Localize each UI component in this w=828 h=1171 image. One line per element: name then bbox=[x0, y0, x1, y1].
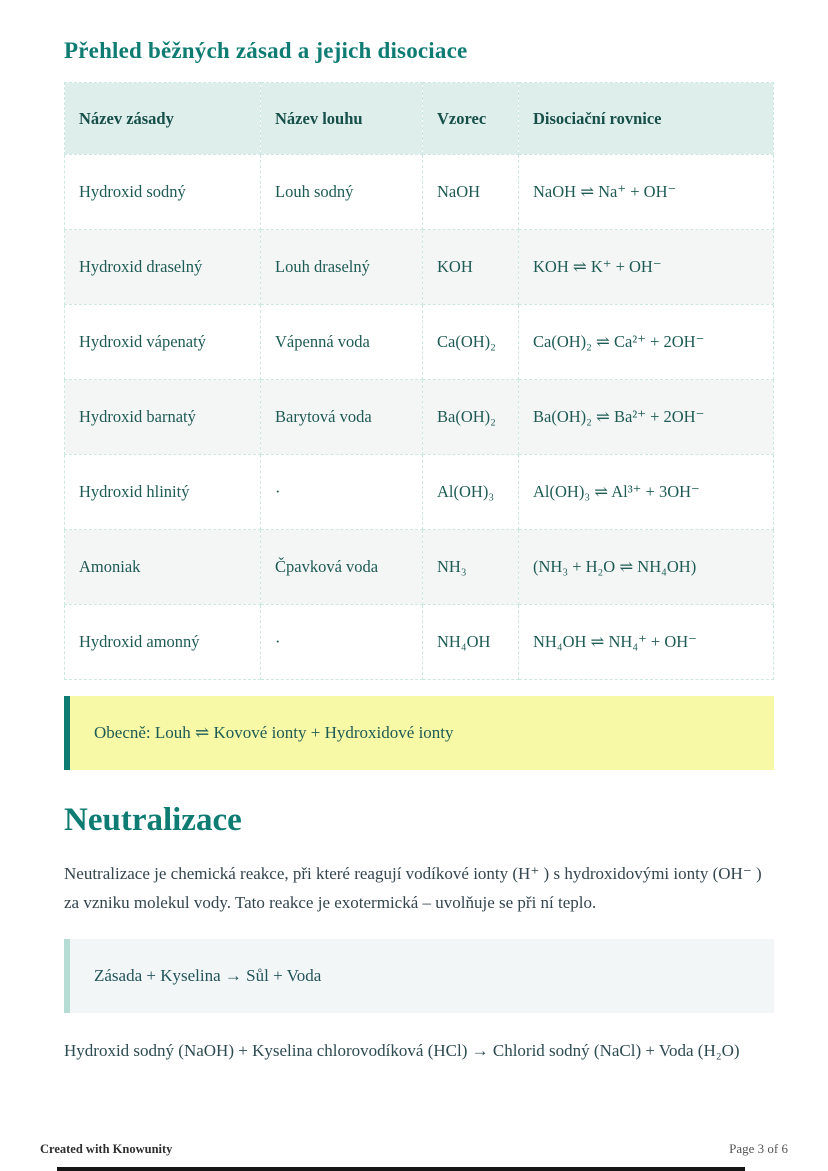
footer-branding: Created with Knowunity bbox=[40, 1142, 173, 1156]
cell-equation: Al(OH)₃ ⇌ Al³⁺ + 3OH⁻ bbox=[519, 455, 774, 530]
cell-base-name: Hydroxid vápenatý bbox=[65, 305, 261, 380]
table-row bbox=[65, 605, 774, 680]
neutralization-section-title: Neutralizace bbox=[64, 802, 242, 838]
cell-formula: Ca(OH)₂ bbox=[423, 305, 519, 380]
cell-lye-name: Louh sodný bbox=[261, 155, 423, 230]
cell-equation: Ba(OH)₂ ⇌ Ba²⁺ + 2OH⁻ bbox=[519, 380, 774, 455]
neutralization-example: Hydroxid sodný (NaOH) + Kyselina chlorovodíková (HCl) → Chlorid sodný (NaCl) + Voda (H₂O) bbox=[64, 1041, 740, 1061]
cell-base-name: Hydroxid barnatý bbox=[65, 380, 261, 455]
cell-lye-name: Louh draselný bbox=[261, 230, 423, 305]
neutralization-rule-callout bbox=[64, 939, 774, 1013]
cell-base-name: Hydroxid sodný bbox=[65, 155, 261, 230]
cell-formula: KOH bbox=[423, 230, 519, 305]
general-rule-callout bbox=[64, 696, 774, 770]
footer-page-number: Page 3 of 6 bbox=[729, 1141, 788, 1156]
dissociation-section-title: Přehled běžných zásad a jejich disociace bbox=[64, 38, 468, 63]
cell-lye-name: Vápenná voda bbox=[261, 305, 423, 380]
cell-equation: NaOH ⇌ Na⁺ + OH⁻ bbox=[519, 155, 774, 230]
general-rule-text: Obecně: Louh ⇌ Kovové ionty + Hydroxidové ionty bbox=[94, 723, 454, 742]
table-row bbox=[65, 305, 774, 380]
neutralization-rule-text: Zásada + Kyselina → Sůl + Voda bbox=[94, 966, 322, 986]
table-row bbox=[65, 230, 774, 305]
column-header-nazev-louhu: Název louhu bbox=[261, 83, 423, 155]
table-row bbox=[65, 380, 774, 455]
page-footer bbox=[0, 1141, 828, 1157]
cell-base-name: Hydroxid draselný bbox=[65, 230, 261, 305]
cell-formula: NH₃ bbox=[423, 530, 519, 605]
cell-equation: Ca(OH)₂ ⇌ Ca²⁺ + 2OH⁻ bbox=[519, 305, 774, 380]
column-header-nazev-zasady: Název zásady bbox=[65, 83, 261, 155]
cell-base-name: Amoniak bbox=[65, 530, 261, 605]
table-row bbox=[65, 455, 774, 530]
table-header-row bbox=[65, 83, 774, 155]
cell-lye-name: Čpavková voda bbox=[261, 530, 423, 605]
cell-formula: Al(OH)₃ bbox=[423, 455, 519, 530]
cell-equation: (NH₃ + H₂O ⇌ NH₄OH) bbox=[519, 530, 774, 605]
cell-formula: Ba(OH)₂ bbox=[423, 380, 519, 455]
cell-base-name: Hydroxid hlinitý bbox=[65, 455, 261, 530]
cell-formula: NaOH bbox=[423, 155, 519, 230]
column-header-rovnice: Disociační rovnice bbox=[519, 83, 774, 155]
cell-equation: NH₄OH ⇌ NH₄⁺ + OH⁻ bbox=[519, 605, 774, 680]
cell-formula: NH₄OH bbox=[423, 605, 519, 680]
column-header-vzorec: Vzorec bbox=[423, 83, 519, 155]
neutralization-paragraph: Neutralizace je chemická reakce, při které reagují vodíkové ionty (H⁺ ) s hydroxidovými ionty (OH⁻ ) za vzniku molekul vody. Tato reakce je exotermická – uvolňuje se při ní teplo. bbox=[64, 864, 762, 913]
next-page-edge bbox=[57, 1167, 745, 1171]
cell-lye-name: · bbox=[261, 455, 423, 530]
cell-lye-name: · bbox=[261, 605, 423, 680]
bases-table bbox=[64, 82, 774, 680]
table-row bbox=[65, 530, 774, 605]
table-row bbox=[65, 155, 774, 230]
cell-base-name: Hydroxid amonný bbox=[65, 605, 261, 680]
cell-lye-name: Barytová voda bbox=[261, 380, 423, 455]
cell-equation: KOH ⇌ K⁺ + OH⁻ bbox=[519, 230, 774, 305]
